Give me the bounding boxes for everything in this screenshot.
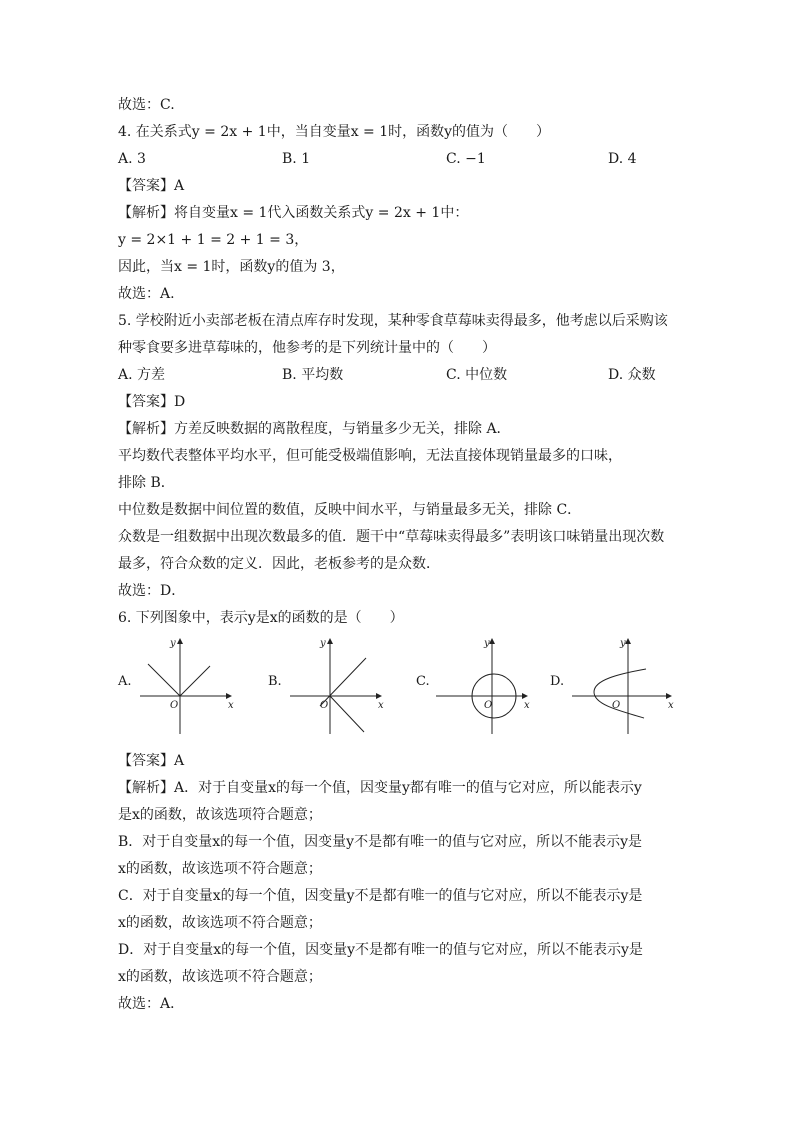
origin-label: O [170, 700, 179, 711]
question-4-options [118, 146, 678, 173]
option-b: B. 1 [282, 151, 311, 167]
text-line: 平均数代表整体平均水平，但可能受极端值影响，无法直接体现销量最多的口味， [118, 448, 622, 464]
option-b: B. 平均数 [282, 367, 344, 383]
analysis-line: 【解析】A．对于自变量x的每一个值，因变量y都有唯一的值与它对应，所以能表示y [118, 780, 642, 796]
question-5: 5. 学校附近小卖部老板在清点库存时发现，某种零食草莓味卖得最多，他考虑以后采购该 [118, 313, 668, 329]
x-axis-label: x [378, 700, 384, 711]
text-line: 故选：D． [118, 583, 186, 599]
text-line: 故选：A. [118, 286, 175, 302]
y-axis-label: y [484, 638, 490, 649]
y-axis-label: y [320, 638, 326, 649]
answer-label: 【答案】A [118, 753, 185, 769]
text-line: C．对于自变量x的每一个值，因变量y不是都有唯一的值与它对应，所以不能表示y是 [118, 888, 643, 904]
text-line: 众数是一组数据中出现次数最多的值．题干中“草莓味卖得最多”表明该口味销量出现次数 [118, 529, 665, 545]
graph-label-c: C. [416, 674, 430, 689]
graph-c-plot [432, 636, 532, 736]
x-axis-label: x [668, 700, 674, 711]
answer-label: 【答案】D [118, 394, 186, 410]
analysis-line: 【解析】方差反映数据的离散程度，与销量多少无关，排除 A． [118, 421, 511, 437]
origin-label: O [612, 700, 621, 711]
graph-label-d: D. [550, 674, 565, 689]
x-axis-label: x [228, 700, 234, 711]
graph-a-plot [134, 636, 234, 736]
answer-label: 【答案】A [118, 178, 185, 194]
x-axis-label: x [524, 700, 530, 711]
option-c: C. −1 [446, 151, 486, 167]
question-6-graphs [118, 636, 678, 744]
question-5-options [118, 362, 678, 389]
graph-label-a: A. [118, 674, 132, 689]
text-line: D．对于自变量x的每一个值，因变量y不是都有唯一的值与它对应，所以不能表示y是 [118, 942, 643, 958]
graph-label-b: B. [268, 674, 282, 689]
graph-b-plot [284, 636, 384, 736]
y-axis-label: y [170, 638, 176, 649]
text-line: x的函数，故该选项不符合题意； [118, 969, 322, 985]
option-a: A. 3 [118, 151, 146, 167]
analysis-line: 【解析】将自变量x = 1代入函数关系式y = 2x + 1中： [118, 205, 469, 221]
option-d: D. 4 [608, 151, 637, 167]
text-line: y = 2×1 + 1 = 2 + 1 = 3， [118, 232, 309, 248]
graph-d-plot [566, 636, 676, 736]
text-line: 最多，符合众数的定义．因此，老板参考的是众数． [118, 556, 440, 572]
text-line: x的函数，故该选项不符合题意； [118, 915, 322, 931]
option-a: A. 方差 [118, 367, 166, 383]
document-page [118, 92, 678, 1018]
text-line: 故选：A． [118, 996, 185, 1012]
question-4: 4. 在关系式y = 2x + 1中，当自变量x = 1时，函数y的值为（ ） [118, 124, 551, 140]
origin-label: O [320, 700, 329, 711]
question-6: 6. 下列图象中，表示y是x的函数的是（ ） [118, 610, 404, 626]
option-d: D. 众数 [608, 367, 656, 383]
origin-label: O [484, 700, 493, 711]
text-line: x的函数，故该选项不符合题意； [118, 861, 322, 877]
text-line: 是x的函数，故该选项符合题意； [118, 807, 322, 823]
question-5-cont: 种零食要多进草莓味的，他参考的是下列统计量中的（ ） [118, 340, 496, 356]
option-c: C. 中位数 [446, 367, 508, 383]
text-line: 因此，当x = 1时，函数y的值为 3， [118, 259, 345, 275]
text-line: 排除 B． [118, 475, 175, 491]
text-line: 中位数是数据中间位置的数值，反映中间水平，与销量最多无关，排除 C． [118, 502, 582, 518]
text-line: 故选：C. [118, 97, 175, 113]
text-line: B．对于自变量x的每一个值，因变量y不是都有唯一的值与它对应，所以不能表示y是 [118, 834, 642, 850]
y-axis-label: y [620, 638, 626, 649]
